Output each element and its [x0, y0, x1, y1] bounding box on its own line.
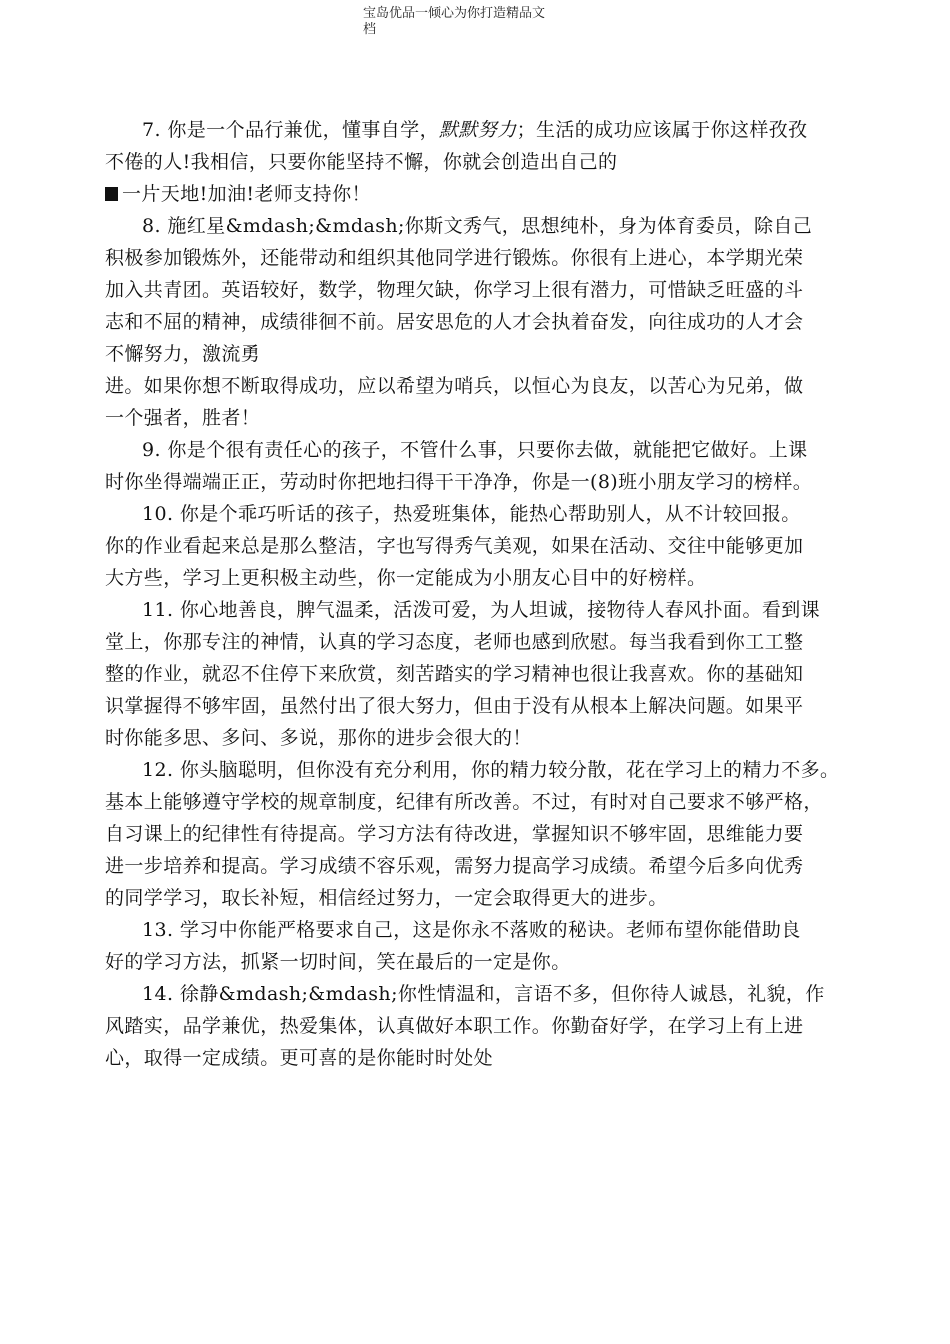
- paragraph-8-line-1: 8. 施红星&mdash;&mdash;你斯文秀气，思想纯朴，身为体育委员，除自己: [142, 215, 813, 237]
- header-line-2: 档: [363, 22, 377, 37]
- paragraph-8-line-7: 一个强者，胜者！: [105, 407, 261, 429]
- paragraph-12-line-3: 自习课上的纪律性有待提高。学习方法有待改进，掌握知识不够牢固，思维能力要: [105, 823, 804, 845]
- paragraph-12-line-1: 12. 你头脑聪明，但你没有充分利用，你的精力较分散，花在学习上的精力不多。: [142, 759, 840, 781]
- paragraph-12-line-5: 的同学学习，取长补短，相信经过努力，一定会取得更大的进步。: [105, 887, 668, 909]
- paragraph-12-line-2: 基本上能够遵守学校的规章制度，纪律有所改善。不过，有时对自己要求不够严格，: [105, 791, 823, 813]
- square-bullet-icon: [105, 187, 118, 201]
- paragraph-11-line-5: 时你能多思、多问、多说，那你的进步会很大的！: [105, 727, 532, 749]
- text-run: ；生活的成功应该属于你这样孜孜: [516, 119, 808, 141]
- text-run: 7. 你是一个品行兼优，懂事自学，: [142, 119, 439, 141]
- paragraph-7-line-1: [142, 118, 808, 142]
- paragraph-14-line-1: 14. 徐静&mdash;&mdash;你性情温和，言语不多，但你待人诚恳，礼貌，作: [142, 983, 825, 1005]
- paragraph-14-line-3: 心，取得一定成绩。更可喜的是你能时时处处: [105, 1047, 494, 1069]
- text-run: 一片天地!加油!老师支持你！: [122, 183, 371, 205]
- paragraph-11-line-2: 堂上，你那专注的神情，认真的学习态度，老师也感到欣慰。每当我看到你工工整: [105, 631, 804, 653]
- paragraph-8-line-5: 不懈努力，激流勇: [105, 343, 261, 365]
- paragraph-13-line-2: 好的学习方法，抓紧一切时间，笑在最后的一定是你。: [105, 951, 571, 973]
- paragraph-12-line-4: 进一步培养和提高。学习成绩不容乐观，需努力提高学习成绩。希望今后多向优秀: [105, 855, 804, 877]
- paragraph-8-line-3: 加入共青团。英语较好，数学，物理欠缺，你学习上很有潜力，可惜缺乏旺盛的斗: [105, 279, 804, 301]
- paragraph-8-line-2: 积极参加锻炼外，还能带动和组织其他同学进行锻炼。你很有上进心，本学期光荣: [105, 247, 804, 269]
- paragraph-10-line-2: 你的作业看起来总是那么整洁，字也写得秀气美观，如果在活动、交往中能够更加: [105, 535, 804, 557]
- paragraph-8-line-4: 志和不屈的精神，成绩徘徊不前。居安思危的人才会执着奋发，向往成功的人才会: [105, 311, 804, 333]
- italic-text-run: 默默努力: [438, 119, 517, 141]
- paragraph-8-line-6: 进。如果你想不断取得成功，应以希望为哨兵，以恒心为良友，以苦心为兄弟，做: [105, 375, 804, 397]
- paragraph-11-line-3: 整的作业，就忍不住停下来欣赏，刻苦踏实的学习精神也很让我喜欢。你的基础知: [105, 663, 804, 685]
- page-header: [363, 6, 593, 38]
- paragraph-11-line-4: 识掌握得不够牢固，虽然付出了很大努力，但由于没有从根本上解决问题。如果平: [105, 695, 804, 717]
- paragraph-10-line-3: 大方些，学习上更积极主动些，你一定能成为小朋友心目中的好榜样。: [105, 567, 707, 589]
- paragraph-7-line-3: [105, 182, 371, 206]
- paragraph-11-line-1: 11. 你心地善良，脾气温柔，活泼可爱，为人坦诚，接物待人春风扑面。看到课: [142, 599, 821, 621]
- paragraph-7-line-2: 不倦的人!我相信，只要你能坚持不懈，你就会创造出自己的: [105, 151, 618, 173]
- paragraph-10-line-1: 10. 你是个乖巧听话的孩子，热爱班集体，能热心帮助别人，从不计较回报。: [142, 503, 801, 525]
- paragraph-9-line-2: 时你坐得端端正正，劳动时你把地扫得干干净净，你是一(8)班小朋友学习的榜样。: [105, 471, 813, 493]
- paragraph-9-line-1: 9. 你是个很有责任心的孩子，不管什么事，只要你去做，就能把它做好。上课: [142, 439, 808, 461]
- header-line-1: 宝岛优品一倾心为你打造精品文: [363, 6, 546, 21]
- paragraph-14-line-2: 风踏实，品学兼优，热爱集体，认真做好本职工作。你勤奋好学，在学习上有上进: [105, 1015, 804, 1037]
- paragraph-13-line-1: 13. 学习中你能严格要求自己，这是你永不落败的秘诀。老师布望你能借助良: [142, 919, 801, 941]
